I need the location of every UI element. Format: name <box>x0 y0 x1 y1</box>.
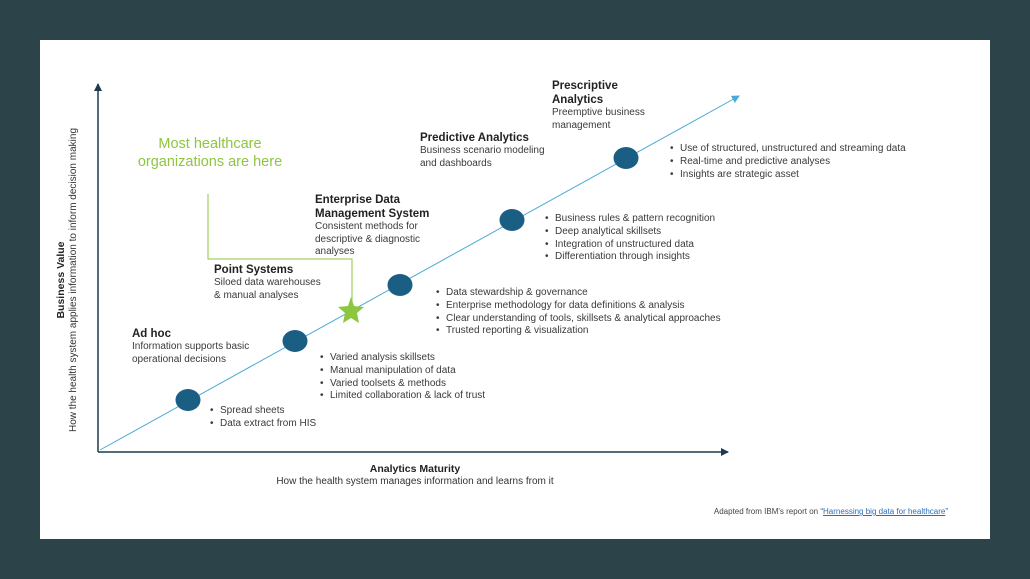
stage-title: Ad hoc <box>132 328 171 340</box>
stage-description: Information supports basic operational decisions <box>132 341 250 365</box>
slide <box>40 40 990 539</box>
bullet-item: • Trusted reporting & visualization <box>436 325 721 338</box>
bullet-item: • Data stewardship & governance <box>436 287 721 300</box>
bullet-item: • Insights are strategic asset <box>670 169 906 182</box>
stage-description: Consistent methods for descriptive & diagnostic analyses <box>315 221 421 257</box>
bullet-item: • Data extract from HIS <box>210 418 316 431</box>
stage-bullets-ad-hoc <box>210 405 316 431</box>
bullet-item: • Differentiation through insights <box>545 251 715 264</box>
stage-description: Preemptive business management <box>552 107 645 131</box>
bullet-item: • Integration of unstructured data <box>545 239 715 252</box>
stage-bullets-point-systems <box>320 352 485 403</box>
stage-node-ad-hoc <box>176 389 201 411</box>
stage-description: Siloed data warehouses & manual analyses <box>214 277 321 301</box>
stage-node-prescriptive <box>614 147 639 169</box>
stage-label-predictive <box>420 131 545 170</box>
source-note <box>714 507 948 516</box>
stage-node-enterprise <box>388 274 413 296</box>
source-link[interactable]: Harnessing big data for healthcare <box>823 507 946 516</box>
bullet-item: • Deep analytical skillsets <box>545 226 715 239</box>
stage-bullets-enterprise <box>436 287 721 338</box>
stage-title: Predictive Analytics <box>420 132 529 144</box>
stage-title: Point Systems <box>214 264 294 276</box>
bullet-item: • Business rules & pattern recognition <box>545 213 715 226</box>
bullet-item: • Real-time and predictive analyses <box>670 156 906 169</box>
stage-node-point-systems <box>283 330 308 352</box>
bullet-item: • Manual manipulation of data <box>320 365 485 378</box>
stage-bullets-predictive <box>545 213 715 264</box>
source-suffix: ” <box>945 507 948 516</box>
star-marker <box>338 297 364 323</box>
callout-text: Most healthcare organizations are here <box>137 136 283 170</box>
stage-label-enterprise <box>315 193 440 259</box>
y-axis-title: Business Value <box>55 241 67 319</box>
stage-label-prescriptive <box>552 79 667 132</box>
bullet-item: • Varied toolsets & methods <box>320 378 485 391</box>
bullet-item: • Varied analysis skillsets <box>320 352 485 365</box>
stage-title: Enterprise Data Management System <box>315 194 430 220</box>
bullet-item: • Clear understanding of tools, skillsets & analytical approaches <box>436 313 721 326</box>
stage-label-ad-hoc <box>132 327 252 366</box>
y-axis-label <box>55 125 85 435</box>
y-axis-subtitle: How the health system applies information to inform decision making <box>67 127 79 433</box>
x-axis-title: Analytics Maturity <box>369 463 461 475</box>
bullet-item: • Use of structured, unstructured and streaming data <box>670 143 906 156</box>
bullet-item: • Spread sheets <box>210 405 316 418</box>
stage-title: Prescriptive Analytics <box>552 80 618 106</box>
bullet-item: • Limited collaboration & lack of trust <box>320 390 485 403</box>
stage-description: Business scenario modeling and dashboards <box>420 145 545 169</box>
x-axis-label <box>220 463 610 488</box>
bullet-item: • Enterprise methodology for data definitions & analysis <box>436 300 721 313</box>
stage-node-predictive <box>500 209 525 231</box>
x-axis-subtitle: How the health system manages information and learns from it <box>276 475 554 487</box>
stage-label-point-systems <box>214 263 324 302</box>
source-prefix: Adapted from IBM's report on “ <box>713 507 824 516</box>
stage-bullets-prescriptive <box>670 143 906 181</box>
